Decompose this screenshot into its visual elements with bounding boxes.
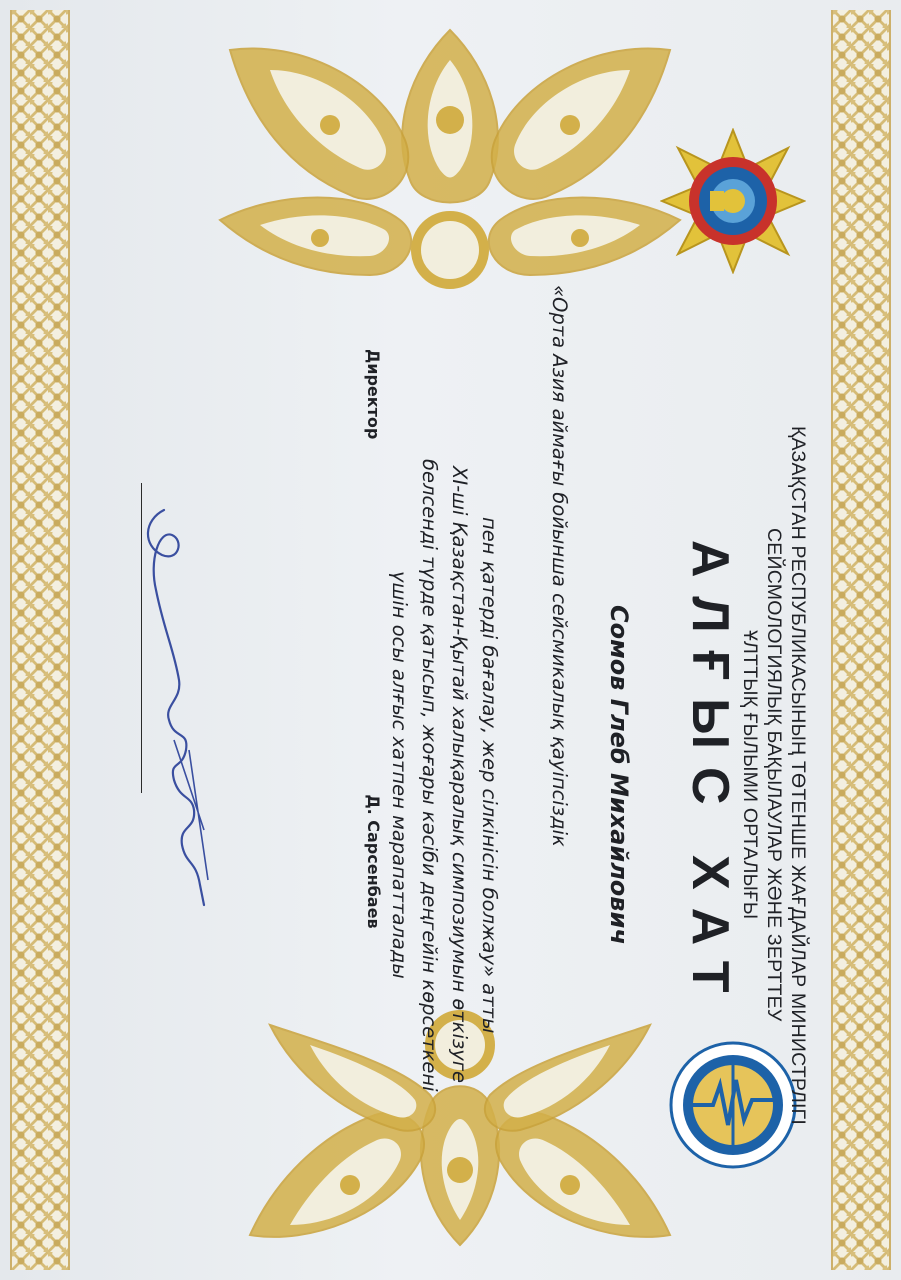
body-line-3: XI-ші Қазақстан-Қытай халықаралық симпозиумын өткізуге [448, 466, 471, 1084]
signatory-title: Директор [364, 349, 383, 440]
body-line-4: белсенді түрде қатысып, жоғары кәсіби деңгейін көрсеткені [418, 458, 441, 1092]
body-line-2: пен қатерді бағалау, жер сілкінісін болжау» атты [478, 516, 501, 1034]
signatory-name: Д. Сарсенбаев [364, 794, 383, 929]
body-line-1: «Орта Азия аймағы бойынша сейсмикалық қауіпсіздік [548, 285, 571, 847]
ornamental-border-left [10, 10, 70, 1270]
recipient-name: Сомов Глеб Михайлович [605, 605, 633, 945]
gold-ornament-top-icon [190, 10, 710, 310]
organization-line-1: ҚАЗАҚСТАН РЕСПУБЛИКАСЫНЫҢ ТӨТЕНШЕ ЖАҒДАЙЛАР МИНИСТРЛІГІ [787, 425, 809, 1125]
organization-line-3: ҰЛТТЫҚ ҒЫЛЫМИ ОРТАЛЫҒЫ [739, 630, 761, 920]
ministry-emblem-icon [660, 128, 806, 274]
ornamental-border-right [831, 10, 891, 1270]
body-line-5: үшін осы алғыс хатпен марапатталады [388, 571, 411, 979]
certificate-text [90, 275, 810, 1275]
organization-line-2: СЕЙСМОЛОГИЯЛЫҚ БАҚЫЛАУЛАР ЖӘНЕ ЗЕРТТЕУ [763, 528, 785, 1022]
certificate-heading: АЛҒЫС ХАТ [681, 539, 739, 1011]
signature-row [362, 275, 384, 1275]
